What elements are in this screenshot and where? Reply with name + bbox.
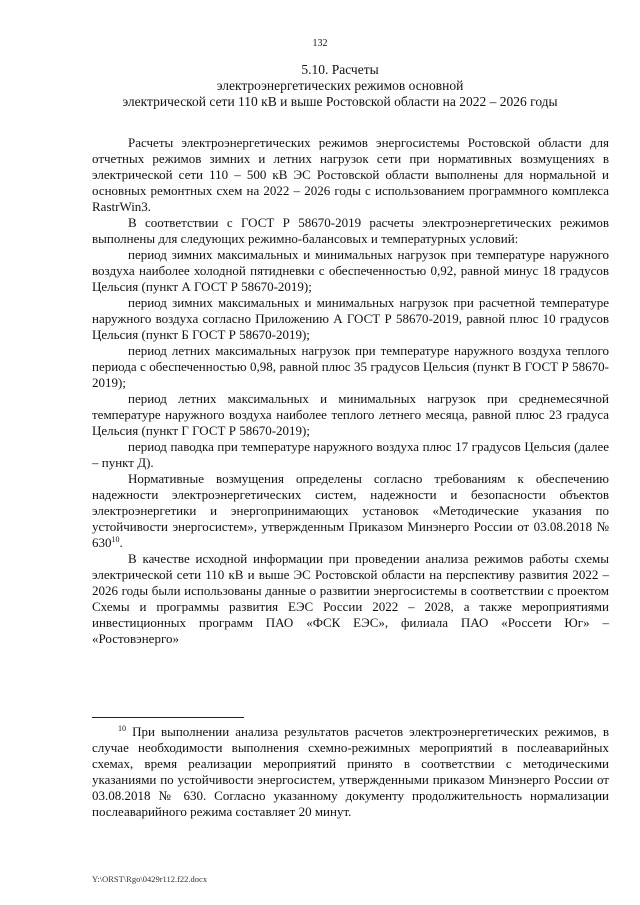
paragraph-intro: Расчеты электроэнергетических режимов энергосистемы Ростовской области для отчетных режимов зимних и летних нагрузок сети при нормативных возмущениях в электрической сети 110 – 500 кВ ЭС Ростовской области выполнены для нормальной и основных ремонтных схем на 2022 – 2026 годы с использованием программного комплекса RastrWin3.: [92, 135, 609, 214]
paragraph-gost: В соответствии с ГОСТ Р 58670-2019 расчеты электроэнергетических режимов выполнены для следующих режимно-балансовых и температурных условий:: [92, 215, 609, 246]
normative-text: Нормативные возмущения определены согласно требованиям к обеспечению надежности электроэнергетических систем, надежности и безопасности объектов электроэнергетики и энергопринимающих установок «Методические указания по устойчивости энергосистем», утвержденным Приказом Минэнерго России от 03.08.2018 № 630: [92, 471, 609, 550]
normative-text-end: .: [119, 535, 123, 550]
list-item-period-a: период зимних максимальных и минимальных нагрузок при температуре наружного воздуха наиболее холодной пятидневки с обеспеченностью 0,92, равной минус 18 градусов Цельсия (пункт А ГОСТ Р 58670-2019);: [92, 247, 609, 294]
paragraph-normative-disturbances: [92, 471, 609, 551]
paragraph-source-data: В качестве исходной информации при проведении анализа режимов работы схемы электрической сети 110 кВ и выше ЭС Ростовской области на перспективу развития 2022 – 2026 годы были использованы данные о развитии энергосистемы в соответствии с проектом Схемы и программы развития ЕЭС России 2022 – 2028, а также мероприятиями инвестиционных программ ПАО «ФСК ЕЭС», филиала ПАО «Россети Юг» – «Ростовэнерго»: [92, 551, 609, 646]
page-number: 132: [312, 38, 328, 49]
section-heading-line-2: электроэнергетических режимов основной: [216, 78, 464, 93]
section-heading: [60, 62, 620, 110]
footnote-separator: [92, 717, 244, 718]
body-text: [92, 135, 609, 647]
list-item-period-v: период летних максимальных нагрузок при температуре наружного воздуха теплого периода с обеспеченностью 0,98, равной плюс 35 градусов Цельсия (пункт В ГОСТ Р 58670-2019);: [92, 343, 609, 390]
footnote-number: 10: [118, 724, 126, 733]
list-item-period-g: период летних максимальных и минимальных нагрузок при среднемесячной температуре наружного воздуха наиболее теплого летнего месяца, равной плюс 23 градуса Цельсия (пункт Г ГОСТ Р 58670-2019);: [92, 391, 609, 438]
list-item-period-b: период зимних максимальных и минимальных нагрузок при расчетной температуре наружного воздуха согласно Приложению А ГОСТ Р 58670-2019, равной плюс 10 градусов Цельсия (пункт Б ГОСТ Р 58670-2019);: [92, 295, 609, 342]
footnote: [92, 724, 609, 820]
list-item-period-d: период паводка при температуре наружного воздуха плюс 17 градусов Цельсия (далее – пункт Д).: [92, 439, 609, 470]
file-path-footer: Y:\ORST\Rgo\0429r112.f22.docx: [92, 874, 208, 884]
section-heading-line-1: 5.10. Расчеты: [301, 62, 379, 77]
section-heading-line-3: электрической сети 110 кВ и выше Ростовской области на 2022 – 2026 годы: [122, 94, 558, 109]
footnote-text: При выполнении анализа результатов расчетов электроэнергетических режимов, в случае необходимости выполнения схемно-режимных мероприятий в послеаварийных схемах, время реализации мероприятий принято в соответствии с методическими указаниями по устойчивости энергосистем, утвержденными приказом Минэнерго России от 03.08.2018 № 630. Согласно указанному документу продолжительность нормализации послеаварийного режима составляет 20 минут.: [92, 724, 610, 819]
footnote-reference: 10: [111, 535, 120, 544]
